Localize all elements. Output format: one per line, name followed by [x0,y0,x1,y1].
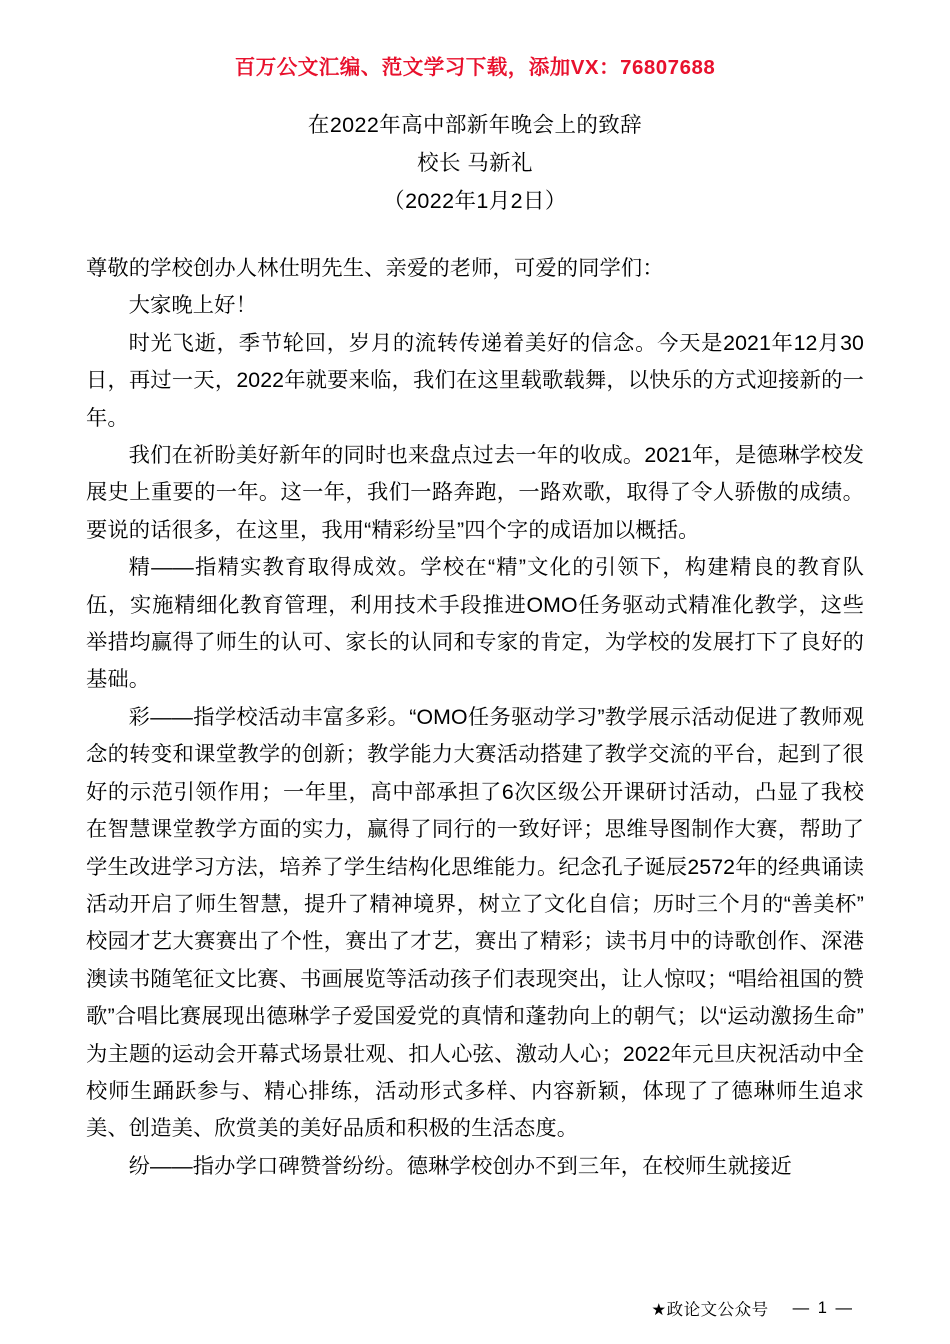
document-body [86,250,864,1185]
page-footer [0,1296,950,1320]
paragraph-intro: 时光飞逝，季节轮回，岁月的流转传递着美好的信念。今天是2021年12月30日，再过一天，2022年就要来临，我们在这里载歌载舞，以快乐的方式迎接新的一年。 [86,330,864,430]
paragraph-salutation: 尊敬的学校创办人林仕明先生、亲爱的老师，可爱的同学们： [86,256,664,280]
paragraph-review: 我们在祈盼美好新年的同时也来盘点过去一年的收成。2021年，是德琳学校发展史上重要的一年。这一年，我们一路奔跑，一路欢歌，取得了令人骄傲的成绩。要说的话很多，在这里，我用“精彩纷呈”四个字的成语加以概括。 [86,443,864,542]
paragraph-jing: 精——指精实教育取得成效。学校在“精”文化的引领下，构建精良的教育队伍，实施精细化教育管理，利用技术手段推进OMO任务驱动式精准化教学，这些举措均赢得了师生的认可、家长的认同和专家的肯定，为学校的发展打下了良好的基础。 [86,555,864,692]
page-title: 在2022年高中部新年晚会上的致辞 [307,113,643,137]
page-number: — 1 — [792,1298,854,1317]
footer-brand: ★政论文公众号 [651,1301,769,1319]
document-author: 校长 马新礼 [417,151,533,175]
paragraph-greeting: 大家晚上好！ [128,293,257,318]
watermark-banner: 百万公文汇编、范文学习下载，添加VX：76807688 [234,56,716,79]
paragraph-cai: 彩——指学校活动丰富多彩。“OMO任务驱动学习”教学展示活动促进了教师观念的转变和课堂教学的创新；教学能力大赛活动搭建了教学交流的平台，起到了很好的示范引领作用；一年里，高中部承担了6次区级公开课研讨活动，凸显了我校在智慧课堂教学方面的实力，赢得了同行的一致好评；思维导图制作大赛，帮助了学生改进学习方法，培养了学生结构化思维能力。纪念孔子诞辰2572年的经典诵读活动开启了师生智慧，提升了精神境界，树立了文化自信；历时三个月的“善美杯”校园才艺大赛赛出了个性，赛出了才艺，赛出了精彩；读书月中的诗歌创作、深港澳读书随笔征文比赛、书画展览等活动孩子们表现突出，让人惊叹；“唱给祖国的赞歌”合唱比赛展现出德琳学子爱国爱党的真情和蓬勃向上的朝气；以“运动激扬生命”为主题的运动会开幕式场景壮观、扣人心弦、激动人心；2022年元旦庆祝活动中全校师生踊跃参与、精心排练，活动形式多样、内容新颖，体现了了德琳师生追求美、创造美、欣赏美的美好品质和积极的生活态度。 [86,704,864,1141]
paragraph-fen: 纷——指办学口碑赞誉纷纷。德琳学校创办不到三年，在校师生就接近 [128,1153,792,1178]
title-block [86,106,864,220]
document-date: （2022年1月2日） [383,189,567,213]
